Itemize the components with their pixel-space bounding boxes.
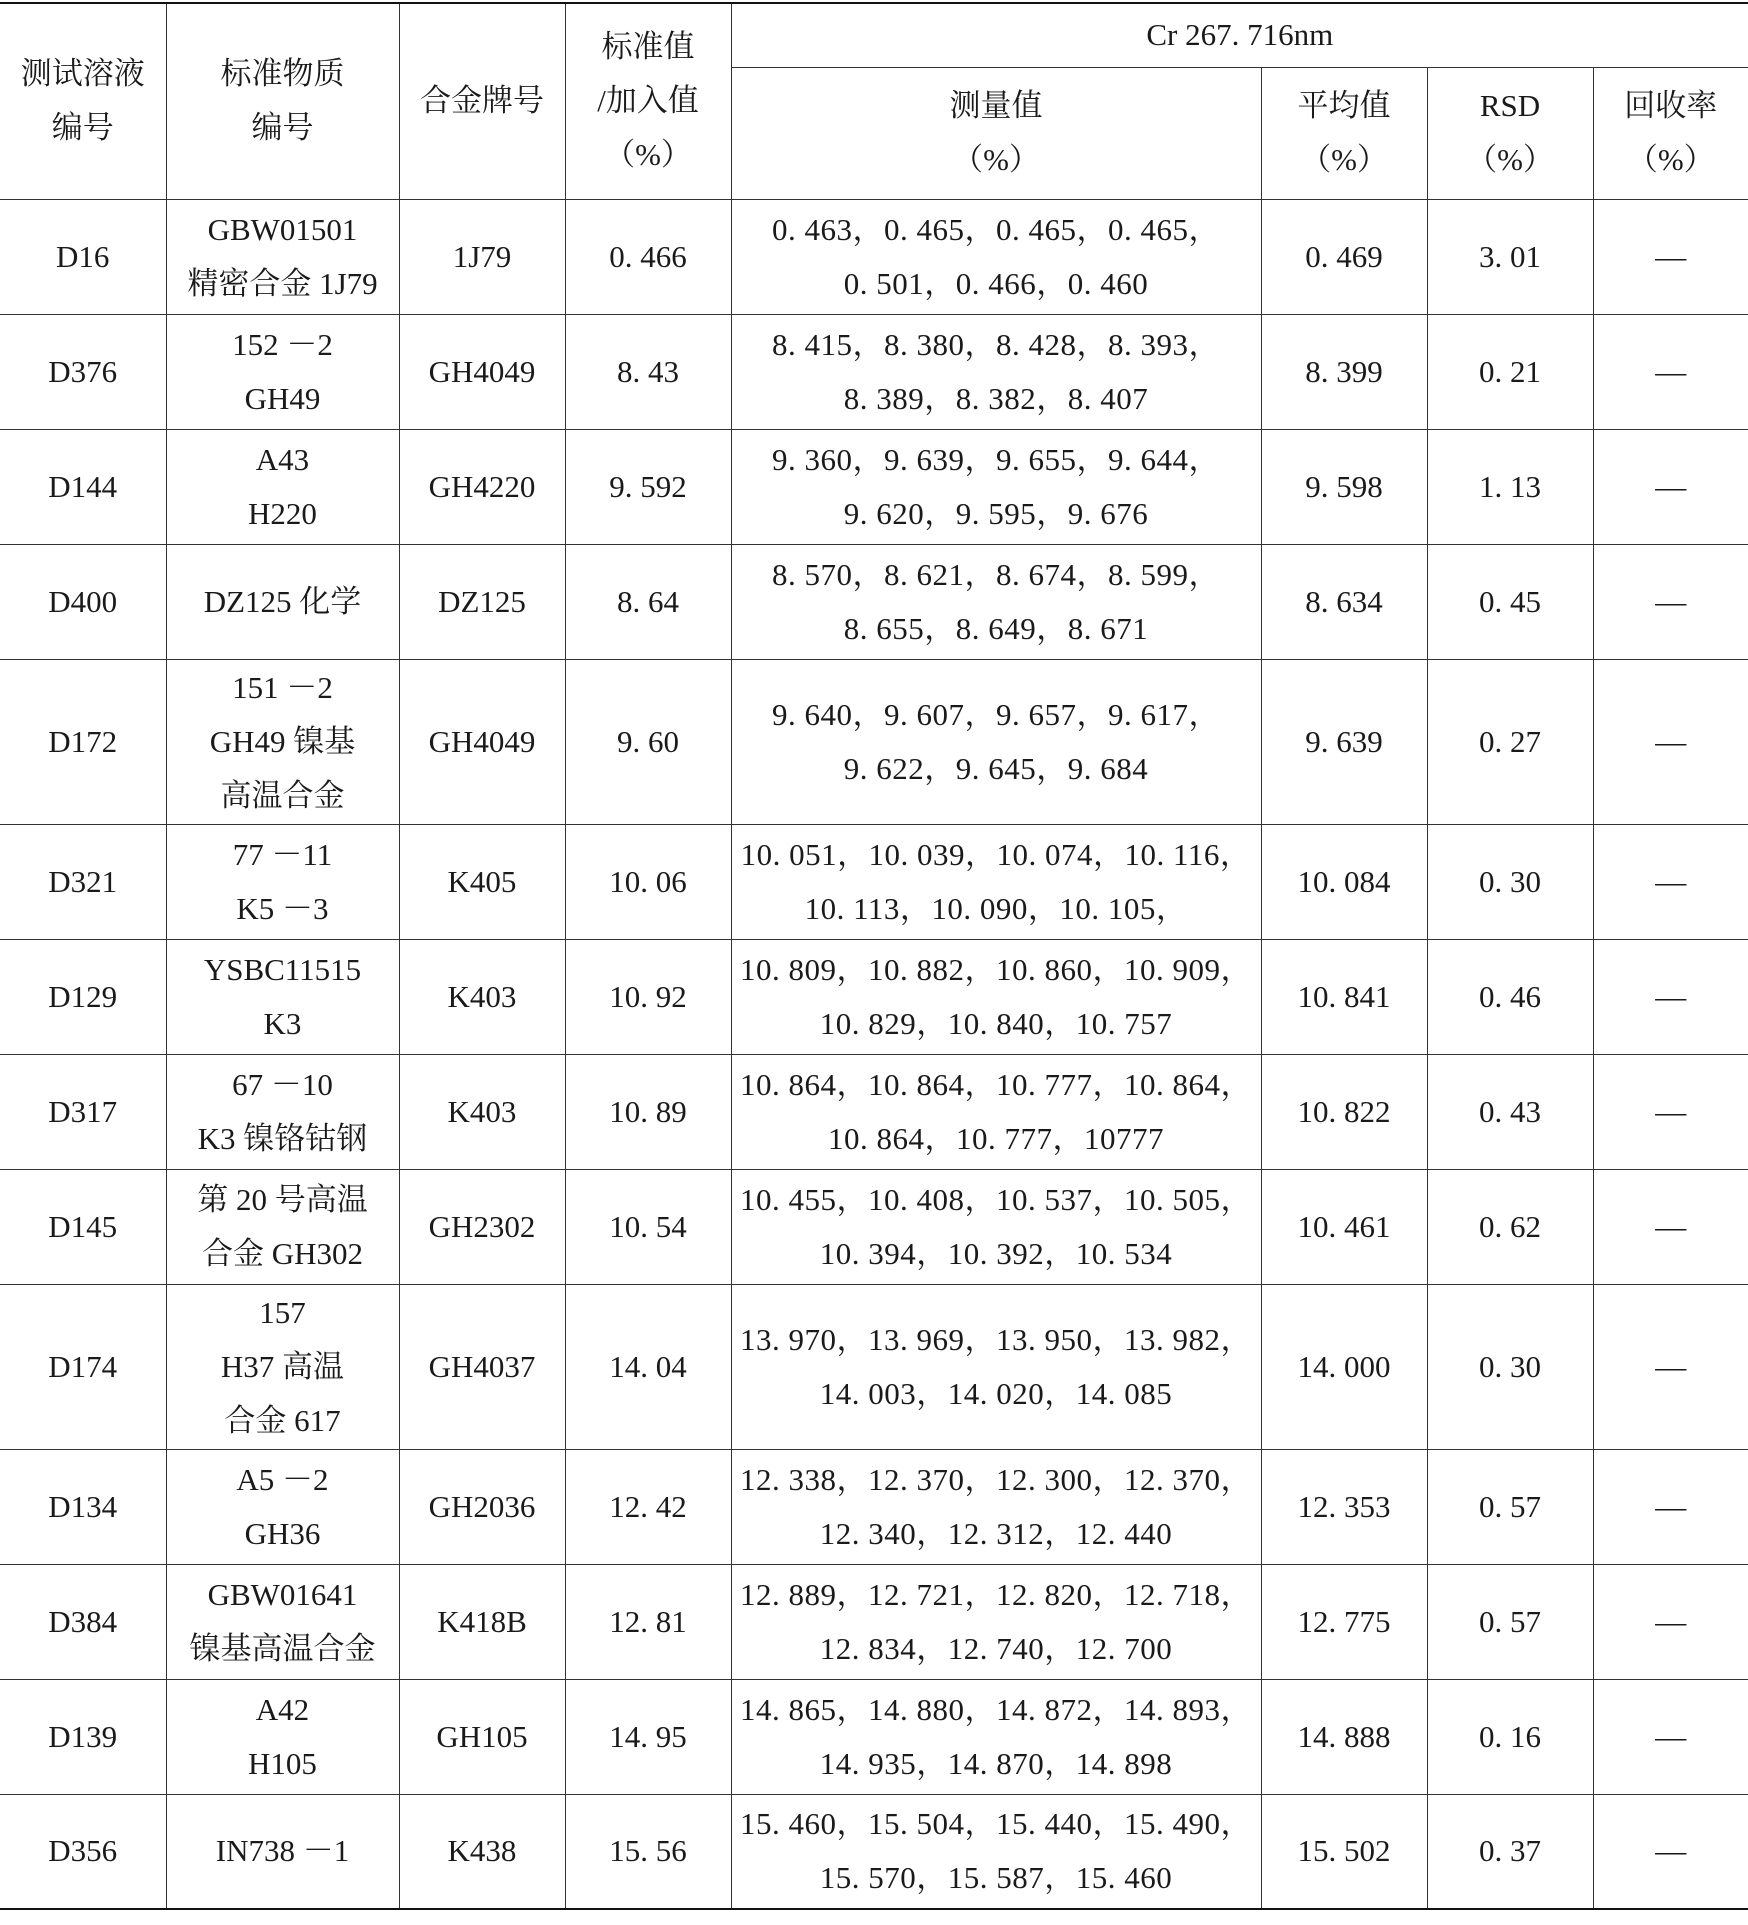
cell-recovery: [1593, 1679, 1748, 1794]
cell-alloy: [399, 1794, 565, 1909]
cell-text: 第 20 号高温: [197, 1181, 368, 1217]
cell-text: 12. 834，12. 740，12. 700: [819, 1630, 1173, 1666]
table-body: [0, 199, 1748, 1909]
cell-text: 14. 865，14. 880，14. 872，14. 893，: [740, 1691, 1252, 1727]
cell-text: 9. 620，9. 595，9. 676: [843, 495, 1149, 531]
cell-solution-id: [0, 429, 166, 544]
cell-text: 14. 003，14. 020，14. 085: [819, 1375, 1173, 1411]
header-text: /加入值: [597, 83, 699, 119]
cell-alloy: [399, 314, 565, 429]
cell-text: 12. 775: [1297, 1603, 1391, 1639]
cell-text: 0. 469: [1305, 238, 1383, 274]
cell-measured: [731, 1794, 1261, 1909]
cell-text: 152 －2: [232, 326, 333, 362]
table-row: [0, 199, 1748, 314]
cell-measured: [731, 429, 1261, 544]
cell-text: 0. 21: [1479, 353, 1541, 389]
cell-standard: [565, 659, 731, 824]
cell-reference: [166, 1169, 399, 1284]
cell-text: 9. 640，9. 607，9. 657，9. 617，: [772, 696, 1220, 732]
cell-text: A5 －2: [236, 1461, 329, 1497]
cell-measured: [731, 659, 1261, 824]
cell-text: 8. 399: [1305, 353, 1383, 389]
cell-text: A42: [255, 1691, 310, 1727]
table-row: [0, 1679, 1748, 1794]
cell-text: 10. 864，10. 777，10777: [828, 1120, 1164, 1156]
header-cr-group: [731, 3, 1748, 67]
cell-text: H105: [248, 1745, 317, 1781]
cell-text: 0. 501，0. 466，0. 460: [843, 265, 1149, 301]
cell-standard: [565, 939, 731, 1054]
cell-recovery: [1593, 544, 1748, 659]
header-text: Cr 267. 716nm: [1146, 17, 1334, 53]
cell-text: 14. 888: [1297, 1718, 1391, 1754]
cell-text: —: [1655, 1093, 1687, 1129]
cell-measured: [731, 1169, 1261, 1284]
cell-rsd: [1427, 429, 1593, 544]
cell-solution-id: [0, 1679, 166, 1794]
cell-reference: [166, 1449, 399, 1564]
cell-text: H220: [248, 495, 317, 531]
cell-measured: [731, 199, 1261, 314]
cell-text: D321: [48, 863, 118, 899]
cell-alloy: [399, 1564, 565, 1679]
table-row: [0, 1169, 1748, 1284]
cell-mean: [1261, 1054, 1427, 1169]
cell-text: 151 －2: [232, 669, 333, 705]
cell-text: 12. 338，12. 370，12. 300，12. 370，: [740, 1461, 1252, 1497]
cell-text: 10. 822: [1297, 1093, 1391, 1129]
cell-recovery: [1593, 429, 1748, 544]
cell-standard: [565, 544, 731, 659]
cell-text: 0. 466: [609, 238, 687, 274]
table-row: [0, 544, 1748, 659]
cell-text: GH4049: [428, 353, 536, 389]
cell-text: 15. 570，15. 587，15. 460: [819, 1860, 1173, 1896]
cell-alloy: [399, 199, 565, 314]
cell-text: GH49: [244, 380, 321, 416]
cell-measured: [731, 544, 1261, 659]
cell-alloy: [399, 1679, 565, 1794]
cell-text: 9. 360，9. 639，9. 655，9. 644，: [772, 441, 1220, 477]
cell-rsd: [1427, 1564, 1593, 1679]
cell-solution-id: [0, 1794, 166, 1909]
cell-text: 10. 06: [609, 863, 687, 899]
cell-mean: [1261, 939, 1427, 1054]
cell-alloy: [399, 824, 565, 939]
cell-reference: [166, 544, 399, 659]
header-text: 平均值: [1297, 88, 1391, 123]
cell-standard: [565, 1054, 731, 1169]
header-text: 标准值: [601, 29, 695, 65]
cell-text: 14. 000: [1297, 1348, 1391, 1384]
cell-text: 0. 30: [1479, 863, 1541, 899]
cell-text: 10. 455，10. 408，10. 537，10. 505，: [740, 1181, 1252, 1217]
cell-reference: [166, 939, 399, 1054]
cell-text: —: [1655, 723, 1687, 759]
cell-measured: [731, 1564, 1261, 1679]
cell-solution-id: [0, 659, 166, 824]
cell-standard: [565, 1284, 731, 1449]
cell-rsd: [1427, 544, 1593, 659]
cell-text: GH4220: [428, 468, 536, 504]
cell-text: GH49 镍基: [209, 723, 356, 759]
cell-text: —: [1655, 1208, 1687, 1244]
header-text: 测量值: [949, 88, 1043, 123]
cell-rsd: [1427, 824, 1593, 939]
cell-recovery: [1593, 659, 1748, 824]
cell-reference: [166, 1284, 399, 1449]
cell-alloy: [399, 429, 565, 544]
cell-rsd: [1427, 1169, 1593, 1284]
header-rsd: [1427, 67, 1593, 199]
cell-text: 77 －11: [232, 836, 333, 872]
cell-measured: [731, 939, 1261, 1054]
cell-text: —: [1655, 1603, 1687, 1639]
cell-text: D356: [48, 1833, 118, 1869]
table-row: [0, 939, 1748, 1054]
cell-text: K405: [447, 863, 517, 899]
cell-solution-id: [0, 544, 166, 659]
cell-reference: [166, 199, 399, 314]
cell-text: GH4049: [428, 723, 536, 759]
table-row: [0, 1564, 1748, 1679]
header-measured: [731, 67, 1261, 199]
cell-text: GH2302: [428, 1208, 536, 1244]
cell-text: D134: [48, 1488, 118, 1524]
cell-alloy: [399, 1169, 565, 1284]
cell-text: A43: [255, 441, 310, 477]
cell-standard: [565, 314, 731, 429]
header-text: （%）: [1300, 142, 1388, 177]
cell-text: 0. 30: [1479, 1348, 1541, 1384]
cell-text: 12. 42: [609, 1488, 687, 1524]
header-text: 编号: [51, 110, 114, 146]
cell-text: K3: [263, 1005, 302, 1041]
cell-solution-id: [0, 824, 166, 939]
cell-text: GBW01641: [207, 1576, 358, 1612]
cell-text: 10. 864，10. 864，10. 777，10. 864，: [740, 1066, 1252, 1102]
cell-text: D174: [48, 1348, 118, 1384]
cell-mean: [1261, 824, 1427, 939]
cell-text: D129: [48, 978, 118, 1014]
cell-text: 15. 56: [609, 1833, 687, 1869]
cell-standard: [565, 824, 731, 939]
cell-reference: [166, 1564, 399, 1679]
cell-text: —: [1655, 238, 1687, 274]
cell-text: 8. 415，8. 380，8. 428，8. 393，: [772, 326, 1220, 362]
cell-solution-id: [0, 1169, 166, 1284]
cell-text: 67 －10: [232, 1066, 333, 1102]
cell-text: K403: [447, 978, 517, 1014]
header-text: （%）: [604, 137, 692, 173]
header-text: （%）: [1626, 142, 1715, 177]
cell-text: DZ125: [438, 583, 526, 619]
cell-text: 0. 45: [1479, 583, 1541, 619]
results-table: [0, 2, 1748, 1910]
cell-text: 10. 461: [1297, 1208, 1391, 1244]
cell-text: D317: [48, 1093, 118, 1129]
cell-rsd: [1427, 1449, 1593, 1564]
cell-standard: [565, 1679, 731, 1794]
cell-recovery: [1593, 1284, 1748, 1449]
cell-text: IN738 －1: [215, 1833, 350, 1869]
cell-text: D376: [48, 353, 118, 389]
cell-measured: [731, 1449, 1261, 1564]
cell-text: K418B: [437, 1603, 527, 1639]
cell-text: 0. 37: [1479, 1833, 1541, 1869]
cell-text: GBW01501: [207, 211, 358, 247]
cell-recovery: [1593, 199, 1748, 314]
header-text: （%）: [1466, 142, 1554, 177]
cell-text: D172: [48, 723, 118, 759]
cell-solution-id: [0, 939, 166, 1054]
cell-standard: [565, 1449, 731, 1564]
cell-text: 12. 81: [609, 1603, 687, 1639]
cell-text: 10. 841: [1297, 978, 1391, 1014]
cell-reference: [166, 1794, 399, 1909]
cell-mean: [1261, 659, 1427, 824]
cell-rsd: [1427, 1054, 1593, 1169]
cell-recovery: [1593, 824, 1748, 939]
cell-text: K403: [447, 1093, 517, 1129]
cell-text: —: [1655, 1348, 1687, 1384]
cell-measured: [731, 1679, 1261, 1794]
cell-text: K438: [447, 1833, 517, 1869]
cell-text: —: [1655, 468, 1687, 504]
cell-rsd: [1427, 199, 1593, 314]
cell-measured: [731, 314, 1261, 429]
table-row: [0, 824, 1748, 939]
cell-measured: [731, 824, 1261, 939]
cell-rsd: [1427, 1679, 1593, 1794]
cell-solution-id: [0, 1054, 166, 1169]
cell-text: GH4037: [428, 1348, 536, 1384]
header-recovery: [1593, 67, 1748, 199]
cell-rsd: [1427, 1794, 1593, 1909]
header-text: （%）: [952, 142, 1040, 177]
cell-text: 0. 57: [1479, 1603, 1541, 1639]
cell-text: —: [1655, 1718, 1687, 1754]
cell-text: —: [1655, 1488, 1687, 1524]
cell-text: DZ125 化学: [203, 583, 362, 619]
cell-text: —: [1655, 1833, 1687, 1869]
cell-reference: [166, 1679, 399, 1794]
cell-text: 精密合金 1J79: [187, 265, 378, 301]
header-text: 测试溶液: [20, 56, 145, 92]
cell-text: 13. 970，13. 969，13. 950，13. 982，: [740, 1321, 1252, 1357]
cell-reference: [166, 1054, 399, 1169]
cell-mean: [1261, 1449, 1427, 1564]
cell-recovery: [1593, 314, 1748, 429]
cell-text: 9. 598: [1305, 468, 1383, 504]
cell-text: 10. 54: [609, 1208, 687, 1244]
cell-text: 8. 570，8. 621，8. 674，8. 599，: [772, 556, 1220, 592]
cell-text: 8. 389，8. 382，8. 407: [843, 380, 1149, 416]
cell-text: 8. 655，8. 649，8. 671: [843, 610, 1149, 646]
cell-text: 14. 95: [609, 1718, 687, 1754]
cell-text: 10. 829，10. 840，10. 757: [819, 1005, 1173, 1041]
cell-recovery: [1593, 1054, 1748, 1169]
table-row: [0, 1449, 1748, 1564]
cell-recovery: [1593, 1564, 1748, 1679]
cell-mean: [1261, 1169, 1427, 1284]
cell-text: 镍基高温合金: [189, 1630, 376, 1666]
cell-reference: [166, 314, 399, 429]
cell-rsd: [1427, 1284, 1593, 1449]
cell-text: 8. 43: [617, 353, 679, 389]
cell-mean: [1261, 1794, 1427, 1909]
cell-solution-id: [0, 1284, 166, 1449]
header-alloy-grade: [399, 3, 565, 199]
cell-solution-id: [0, 314, 166, 429]
cell-mean: [1261, 199, 1427, 314]
cell-alloy: [399, 659, 565, 824]
header-reference-no: [166, 3, 399, 199]
header-text: 回收率: [1624, 88, 1718, 123]
table-row: [0, 1794, 1748, 1909]
cell-text: 合金 GH302: [201, 1235, 364, 1271]
cell-mean: [1261, 429, 1427, 544]
cell-text: —: [1655, 353, 1687, 389]
header-text: 合金牌号: [420, 83, 544, 119]
cell-text: K3 镍铬钴钢: [197, 1120, 368, 1156]
cell-text: 14. 935，14. 870，14. 898: [819, 1745, 1173, 1781]
cell-standard: [565, 1794, 731, 1909]
cell-reference: [166, 429, 399, 544]
cell-measured: [731, 1054, 1261, 1169]
cell-text: 12. 353: [1297, 1488, 1391, 1524]
cell-alloy: [399, 1449, 565, 1564]
cell-text: —: [1655, 583, 1687, 619]
cell-text: H37 高温: [220, 1348, 345, 1384]
cell-text: D384: [48, 1603, 118, 1639]
cell-text: 157: [259, 1294, 306, 1330]
cell-text: D16: [56, 238, 110, 274]
header-solution-no: [0, 3, 166, 199]
cell-text: GH105: [436, 1718, 528, 1754]
header-row-top: [0, 3, 1748, 67]
cell-text: 10. 809，10. 882，10. 860，10. 909，: [740, 951, 1252, 987]
cell-text: —: [1655, 978, 1687, 1014]
cell-text: 8. 634: [1305, 583, 1383, 619]
cell-rsd: [1427, 659, 1593, 824]
cell-text: 10. 92: [609, 978, 687, 1014]
cell-text: 1. 13: [1479, 468, 1541, 504]
cell-mean: [1261, 1564, 1427, 1679]
table-row: [0, 1284, 1748, 1449]
header-text: RSD: [1479, 88, 1541, 123]
cell-text: —: [1655, 863, 1687, 899]
table-row: [0, 659, 1748, 824]
table-row: [0, 429, 1748, 544]
cell-recovery: [1593, 939, 1748, 1054]
cell-standard: [565, 1169, 731, 1284]
cell-text: 14. 04: [609, 1348, 687, 1384]
cell-text: 0. 46: [1479, 978, 1541, 1014]
cell-rsd: [1427, 939, 1593, 1054]
cell-recovery: [1593, 1169, 1748, 1284]
cell-text: 9. 592: [609, 468, 687, 504]
cell-text: 8. 64: [617, 583, 679, 619]
cell-standard: [565, 199, 731, 314]
cell-text: GH2036: [428, 1488, 536, 1524]
cell-text: 0. 57: [1479, 1488, 1541, 1524]
cell-recovery: [1593, 1794, 1748, 1909]
cell-recovery: [1593, 1449, 1748, 1564]
header-text: 编号: [251, 110, 314, 146]
cell-alloy: [399, 1284, 565, 1449]
cell-text: 12. 340，12. 312，12. 440: [819, 1515, 1173, 1551]
table-row: [0, 1054, 1748, 1169]
cell-text: 0. 43: [1479, 1093, 1541, 1129]
cell-solution-id: [0, 1449, 166, 1564]
cell-text: 9. 60: [617, 723, 679, 759]
cell-text: 12. 889，12. 721，12. 820，12. 718，: [740, 1576, 1252, 1612]
cell-text: 3. 01: [1479, 238, 1541, 274]
cell-text: 1J79: [452, 238, 512, 274]
cell-text: 0. 463，0. 465，0. 465，0. 465，: [772, 211, 1220, 247]
cell-alloy: [399, 939, 565, 1054]
header-standard-value: [565, 3, 731, 199]
cell-alloy: [399, 544, 565, 659]
cell-text: 0. 62: [1479, 1208, 1541, 1244]
cell-measured: [731, 1284, 1261, 1449]
cell-rsd: [1427, 314, 1593, 429]
header-text: 标准物质: [220, 56, 345, 92]
cell-alloy: [399, 1054, 565, 1169]
cell-text: 0. 27: [1479, 723, 1541, 759]
cell-text: D139: [48, 1718, 118, 1754]
cell-text: 15. 460，15. 504，15. 440，15. 490，: [740, 1806, 1252, 1842]
cell-text: 9. 622，9. 645，9. 684: [843, 750, 1149, 786]
cell-text: YSBC11515: [203, 951, 362, 987]
cell-standard: [565, 429, 731, 544]
cell-text: 10. 113，10. 090，10. 105，: [804, 890, 1188, 926]
cell-text: 10. 084: [1297, 863, 1391, 899]
cell-text: 10. 051，10. 039，10. 074，10. 116，: [740, 836, 1252, 872]
cell-text: 10. 394，10. 392，10. 534: [819, 1235, 1173, 1271]
cell-text: D144: [48, 468, 118, 504]
cell-text: 9. 639: [1305, 723, 1383, 759]
cell-text: 15. 502: [1297, 1833, 1391, 1869]
cell-text: GH36: [244, 1515, 321, 1551]
cell-mean: [1261, 544, 1427, 659]
cell-text: 10. 89: [609, 1093, 687, 1129]
header-mean: [1261, 67, 1427, 199]
cell-solution-id: [0, 199, 166, 314]
cell-text: 高温合金: [220, 777, 345, 813]
cell-reference: [166, 659, 399, 824]
cell-reference: [166, 824, 399, 939]
cell-text: 0. 16: [1479, 1718, 1541, 1754]
cell-text: 合金 617: [224, 1402, 341, 1438]
cell-mean: [1261, 1679, 1427, 1794]
cell-text: D145: [48, 1208, 118, 1244]
cell-solution-id: [0, 1564, 166, 1679]
table-row: [0, 314, 1748, 429]
cell-mean: [1261, 1284, 1427, 1449]
cell-mean: [1261, 314, 1427, 429]
cell-standard: [565, 1564, 731, 1679]
cell-text: K5 －3: [236, 890, 329, 926]
cell-text: D400: [48, 583, 118, 619]
